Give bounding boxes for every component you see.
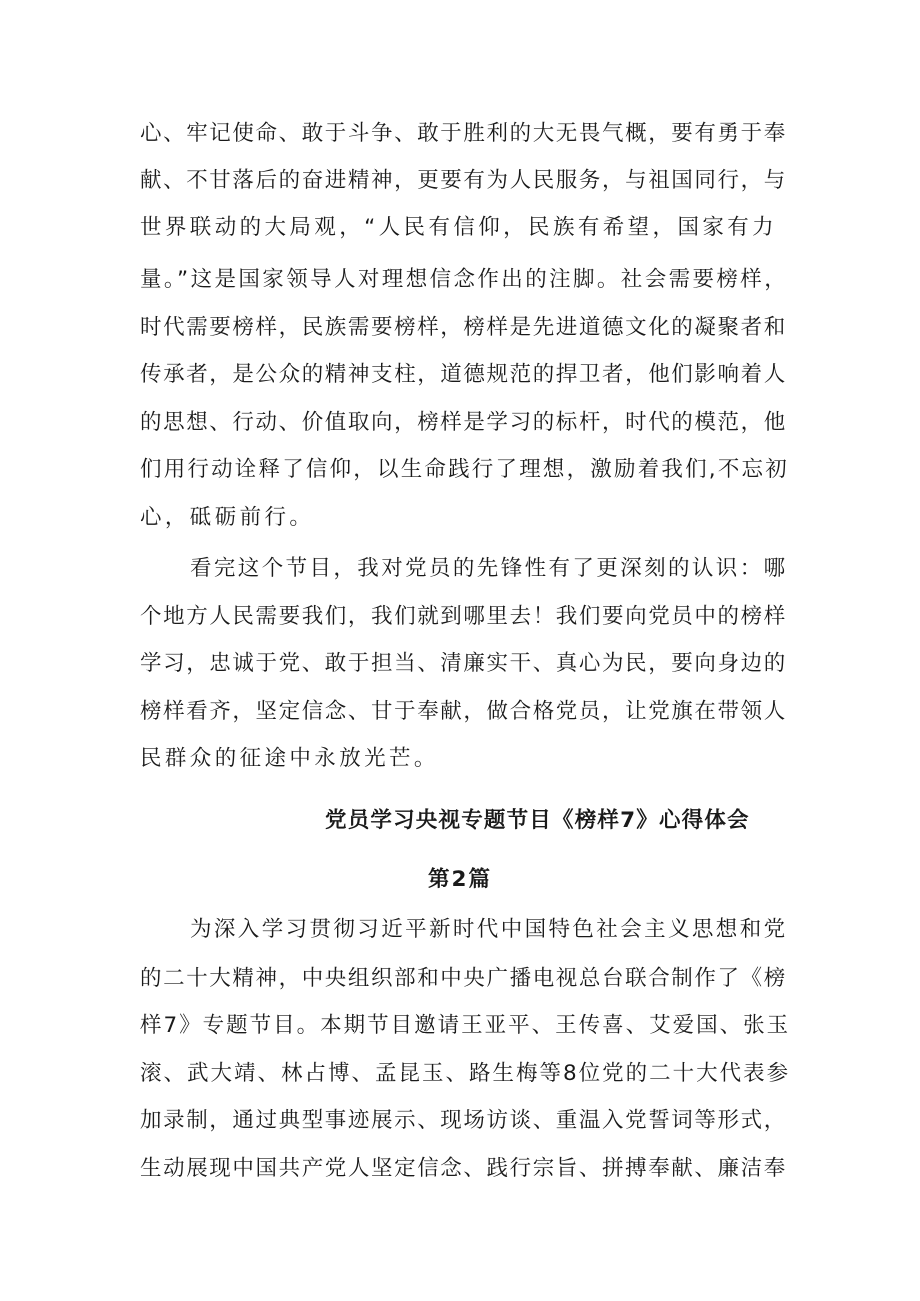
paragraph-1-line: 的思想、行动、价值取向，榜样是学习的标杆，时代的模范，他 [140,410,787,435]
paragraph-1-line: 世界联动的大局观，“人民有信仰，民族有希望，国家有力 [140,215,778,240]
paragraph-1-line: 心、牢记使命、敢于斗争、敢于胜利的大无畏气概，要有勇于奉 [140,121,787,146]
paragraph-2-line: 榜样看齐，坚定信念、甘于奉献，做合格党员，让党旗在带领人 [140,699,787,724]
article-title: 党员学习央视专题节目《榜样7》心得体会 [325,808,750,833]
article-subtitle: 第2篇 [428,867,492,892]
paragraph-3-line: 生动展现中国共产党人坚定信念、践行宗旨、拼搏奉献、廉洁奉 [140,1156,787,1181]
paragraph-1-line: 量。”这是国家领导人对理想信念作出的注脚。社会需要榜样， [140,267,789,292]
paragraph-3-line: 加录制，通过典型事迹展示、现场访谈、重温入党誓词等形式， [140,1108,787,1133]
paragraph-1-line: 心，砥砺前行。 [140,505,315,530]
paragraph-1-line: 献、不甘落后的奋进精神，更要有为人民服务，与祖国同行，与 [140,168,787,193]
paragraph-2-line: 个地方人民需要我们，我们就到哪里去！我们要向党员中的榜样 [140,604,787,629]
paragraph-2-line: 看完这个节目，我对党员的先锋性有了更深刻的认识：哪 [190,556,788,581]
paragraph-3-line: 滚、武大靖、林占博、孟昆玉、路生梅等8位党的二十大代表参 [140,1061,791,1086]
paragraph-3-line: 的二十大精神，中央组织部和中央广播电视总台联合制作了《榜 [140,966,787,991]
paragraph-1-line: 们用行动诠释了信仰，以生命践行了理想，激励着我们,不忘初 [140,457,789,482]
paragraph-3-line: 样7》专题节目。本期节目邀请王亚平、王传喜、艾爱国、张玉 [140,1013,791,1038]
paragraph-3-line: 为深入学习贯彻习近平新时代中国特色社会主义思想和党 [190,917,788,942]
paragraph-1-line: 时代需要榜样，民族需要榜样，榜样是先进道德文化的凝聚者和 [140,315,787,340]
paragraph-2-line: 民群众的征途中永放光芒。 [140,746,439,771]
paragraph-2-line: 学习，忠诚于党、敢于担当、清廉实干、真心为民，要向身边的 [140,651,787,676]
paragraph-1-line: 传承者，是公众的精神支柱，道德规范的捍卫者，他们影响着人 [140,362,787,387]
